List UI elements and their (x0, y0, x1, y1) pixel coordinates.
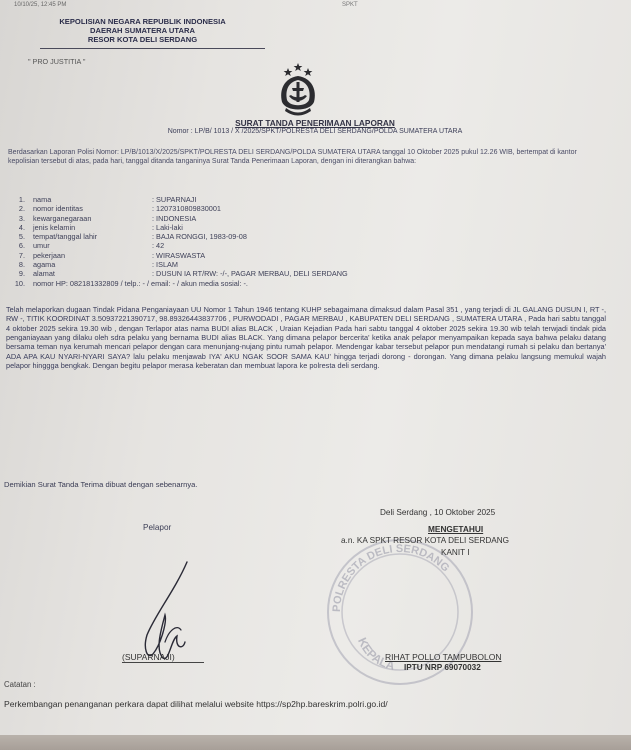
print-timestamp: 10/10/25, 12:45 PM (14, 2, 67, 8)
table-surface (0, 735, 631, 750)
identity-row-value: : INDONESIA (152, 213, 197, 223)
document-number: Nomor : LP/B/ 1013 / X /2025/SPKT/POLRESTA DELI SERDANG/POLDA SUMATERA UTARA (167, 128, 463, 135)
letterhead-divider (40, 48, 265, 49)
signature-place-date: Deli Serdang , 10 Oktober 2025 (380, 508, 496, 517)
identity-row-value: : Laki-laki (152, 222, 183, 232)
identity-row-label: alamat (33, 269, 55, 279)
intro-paragraph: Berdasarkan Laporan Polisi Nomor: LP/B/1013/X/2025/SPKT/POLRESTA DELI SERDANG/POLDA SUMATERA UTARA tanggal 10 Oktober 2025 pukul 12.26 WIB, bertempat di kantor kepolisian tersebut di atas, pada hari, tanggal ditanda tanganinya Surat Tanda Penerimaan Laporan, dengan ini diterangkan bahwa: (8, 149, 577, 165)
identity-row-label: jenis kelamin (33, 222, 76, 232)
identity-row (12, 279, 348, 288)
pelapor-signature-icon (125, 560, 215, 665)
identity-row-number: 1. (18, 195, 25, 204)
identity-row (12, 232, 348, 241)
identity-row-label: kewarganegaraan (33, 213, 92, 223)
identity-row-number: 4. (18, 222, 25, 232)
identity-row-number: 5. (18, 232, 25, 242)
letterhead (10, 17, 275, 44)
identity-row-label: agama (33, 260, 56, 270)
note-label: Catatan : (4, 680, 36, 689)
letterhead-line1: KEPOLISIAN NEGARA REPUBLIK INDONESIA (59, 17, 226, 26)
officer-rank-nrp: IPTU NRP 69070032 (404, 663, 481, 672)
svg-text:POLRESTA DELI SERDANG (331, 543, 452, 612)
identity-row-value: : 42 (152, 241, 165, 251)
identity-row-number: 10. (14, 278, 25, 288)
police-emblem-icon (274, 62, 322, 118)
identity-row (12, 223, 348, 232)
note-text: Perkembangan penanganan perkara dapat dilihat melalui website https://sp2hp.bareskrim.polri.go.id/ (4, 699, 388, 709)
identity-row (12, 214, 348, 223)
letterhead-line2: DAERAH SUMATERA UTARA (90, 26, 195, 35)
officer-role: a.n. KA SPKT RESOR KOTA DELI SERDANG (341, 536, 510, 545)
identity-row-number: 2. (18, 204, 25, 214)
identity-row-label: pekerjaan (33, 250, 66, 260)
identity-row (12, 260, 348, 269)
pelapor-label: Pelapor (143, 523, 172, 532)
identity-row-label: tempat/tanggal lahir (33, 232, 98, 242)
identity-row-number: 6. (18, 241, 25, 251)
identity-row (12, 204, 348, 213)
identity-row (12, 269, 348, 278)
pelapor-signature-line (122, 662, 204, 663)
identity-row-label: nama (33, 195, 52, 204)
stamp-text-top: POLRESTA DELI SERDANG (330, 542, 452, 613)
pro-justitia-label: " PRO JUSTITIA " (28, 57, 86, 66)
identity-row-label: nomor identitas (33, 204, 83, 214)
report-narrative: Telah melaporkan dugaan Tindak Pidana Penganiayaan UU Nomor 1 Tahun 1946 tentang KUHP sebagaimana dimaksud dalam Pasal 351 , yang terjadi di JL GALANG DUSUN I, RT -, RW -, TITIK KOORDINAT 3.50937221390717, 98.89326443837706 , PURWODADI , PAGAR MERBAU , KABUPATEN DELI SERDANG , SUMATERA UTARA , Pada hari sabtu tanggal 4 oktober 2025 sekira 19.30 wib , dengan Terlapor atas nama BUDI alias BLACK , Uraian Kejadian Pada hari sabtu tanggal 4 oktober 2025 sekira 19.30 wib telah terwjadi tindak pida penganiayaan yang dilaku oleh sdra pelaku yang bernama BUDI alias BLACK. Yang dimana pelapor bercerita' ketika anak pelapor menyampaikan kepada saya bahwa pelaku datang bersama teman nya kerumah mencari pelapor dengan cara menunjang-nujang pintu rumah pelapor. Mendengar kabar tersebut pelapor pun mendatangi rumah si pelaku dan bertanya' ADA APA KAU NYARI-NYARI SAYA? lalu pelaku menjawab IYA' AKU NGAK SOOR SAMA KAU' hingga terjadi dorong - dorongan. Yang dimana pelaku langsung memukul wajah pelapor hinggga bengkak. Dengan begitu pelapor merasa keberatan dan membuat lapora ke polresta deli serdang. (6, 305, 606, 371)
identity-row (12, 241, 348, 250)
mengetahui-label: MENGETAHUI (428, 524, 484, 534)
document-title: SURAT TANDA PENERIMAAN LAPORAN (235, 118, 395, 128)
identity-row (12, 195, 348, 204)
identity-row-number: 3. (18, 213, 25, 223)
officer-unit: KANIT I (441, 548, 470, 557)
identity-row-number: 9. (18, 269, 25, 279)
identity-row-label: nomor HP: 082181332809 / telp.: - / email: - / akun media sosial: -. (33, 278, 248, 288)
identity-row-label: umur (33, 241, 50, 251)
identity-row-value: : DUSUN IA RT/RW: -/-, PAGAR MERBAU, DELI SERDANG (152, 269, 348, 279)
identity-row (12, 251, 348, 260)
identity-row-number: 8. (18, 260, 25, 270)
print-header-right: SPKT (342, 2, 358, 8)
identity-row-value: : ISLAM (152, 260, 178, 270)
identity-row-value: : 1207310809830001 (152, 204, 221, 214)
closing-statement: Demikian Surat Tanda Terima dibuat dengan sebenarnya. (4, 480, 198, 489)
identity-row-value: : BAJA RONGGI, 1983-09-08 (152, 232, 247, 242)
identity-row-value: : SUPARNAJI (152, 195, 197, 204)
identity-row-value: : WIRASWASTA (152, 250, 206, 260)
identity-row-number: 7. (18, 250, 25, 260)
identity-table (12, 195, 348, 288)
letterhead-line3: RESOR KOTA DELI SERDANG (87, 35, 198, 44)
officer-name: RIHAT POLLO TAMPUBOLON (385, 652, 502, 662)
pelapor-name: (SUPARNAJI) (122, 652, 175, 662)
stamp-text-bottom: KEPALA (355, 635, 397, 673)
